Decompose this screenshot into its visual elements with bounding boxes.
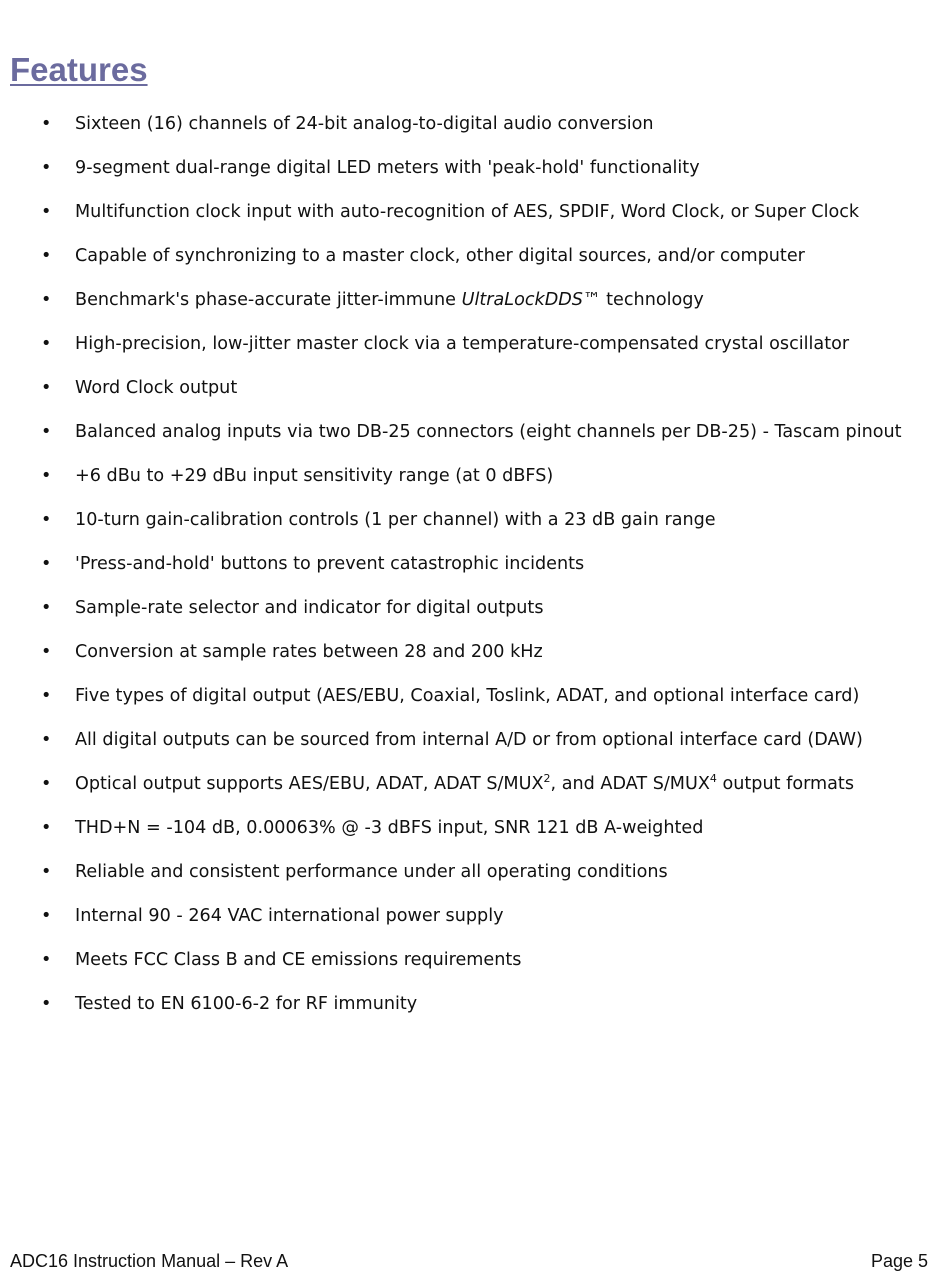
- feature-text: Sixteen (16) channels of 24-bit analog-to-digital audio conversion: [75, 114, 654, 134]
- bullet-icon: •: [41, 554, 52, 574]
- list-item: [0, 817, 950, 840]
- feature-text-part: ™ technology: [582, 290, 704, 310]
- features-list: [0, 113, 950, 1037]
- feature-text-part: Optical output supports AES/EBU, ADAT, ADAT S/MUX: [75, 774, 544, 794]
- feature-text: Multifunction clock input with auto-recognition of AES, SPDIF, Word Clock, or Super Clock: [75, 202, 860, 222]
- feature-text: Capable of synchronizing to a master clock, other digital sources, and/or computer: [75, 246, 805, 266]
- list-item: [0, 421, 950, 444]
- list-item: [0, 289, 950, 312]
- feature-text: 9-segment dual-range digital LED meters with 'peak-hold' functionality: [75, 158, 700, 178]
- bullet-icon: •: [41, 774, 52, 794]
- feature-text: Internal 90 - 264 VAC international power supply: [75, 906, 504, 926]
- bullet-icon: •: [41, 114, 52, 134]
- feature-text: All digital outputs can be sourced from internal A/D or from optional interface card (DAW): [75, 730, 863, 750]
- bullet-icon: •: [41, 246, 52, 266]
- bullet-icon: •: [41, 378, 52, 398]
- feature-text: Conversion at sample rates between 28 and 200 kHz: [75, 642, 543, 662]
- feature-text: High-precision, low-jitter master clock via a temperature-compensated crystal oscillator: [75, 334, 850, 354]
- feature-text: [75, 290, 704, 310]
- footer-manual-title: ADC16 Instruction Manual – Rev A: [10, 1251, 289, 1271]
- feature-text: 10-turn gain-calibration controls (1 per channel) with a 23 dB gain range: [75, 510, 716, 530]
- bullet-icon: •: [41, 686, 52, 706]
- footer-page-number: Page 5: [870, 1251, 928, 1271]
- feature-text: +6 dBu to +29 dBu input sensitivity range (at 0 dBFS): [75, 466, 554, 486]
- list-item: [0, 333, 950, 356]
- feature-text: THD+N = -104 dB, 0.00063% @ -3 dBFS input, SNR 121 dB A-weighted: [75, 818, 704, 838]
- bullet-icon: •: [41, 598, 52, 618]
- bullet-icon: •: [41, 818, 52, 838]
- bullet-icon: •: [41, 334, 52, 354]
- list-item: [0, 597, 950, 620]
- bullet-icon: •: [41, 158, 52, 178]
- list-item: [0, 773, 950, 796]
- feature-text-part: , and ADAT S/MUX: [550, 774, 710, 794]
- feature-text-part: output formats: [716, 774, 854, 794]
- feature-text: Tested to EN 6100-6-2 for RF immunity: [75, 994, 418, 1014]
- product-name-emphasis: UltraLockDDS: [461, 290, 583, 310]
- list-item: [0, 509, 950, 532]
- bullet-icon: •: [41, 422, 52, 442]
- superscript: 4: [709, 772, 717, 786]
- list-item: [0, 245, 950, 268]
- bullet-icon: •: [41, 642, 52, 662]
- feature-text: Word Clock output: [75, 378, 238, 398]
- feature-text: Balanced analog inputs via two DB-25 connectors (eight channels per DB-25) - Tascam pinout: [75, 422, 902, 442]
- list-item: [0, 113, 950, 136]
- bullet-icon: •: [41, 730, 52, 750]
- list-item: [0, 465, 950, 488]
- bullet-icon: •: [41, 510, 52, 530]
- list-item: [0, 377, 950, 400]
- bullet-icon: •: [41, 202, 52, 222]
- feature-text: Reliable and consistent performance under all operating conditions: [75, 862, 668, 882]
- page-title: Features: [10, 51, 148, 88]
- feature-text: 'Press-and-hold' buttons to prevent catastrophic incidents: [75, 554, 585, 574]
- list-item: [0, 861, 950, 884]
- list-item: [0, 905, 950, 928]
- feature-text: Sample-rate selector and indicator for digital outputs: [75, 598, 544, 618]
- list-item: [0, 553, 950, 576]
- superscript: 2: [543, 772, 551, 786]
- feature-text: [75, 774, 854, 794]
- feature-text: Meets FCC Class B and CE emissions requirements: [75, 950, 522, 970]
- bullet-icon: •: [41, 290, 52, 310]
- feature-text-part: Benchmark's phase-accurate jitter-immune: [75, 290, 462, 310]
- feature-text: Five types of digital output (AES/EBU, Coaxial, Toslink, ADAT, and optional interface card): [75, 686, 860, 706]
- list-item: [0, 729, 950, 752]
- list-item: [0, 949, 950, 972]
- bullet-icon: •: [41, 862, 52, 882]
- list-item: [0, 641, 950, 664]
- bullet-icon: •: [41, 466, 52, 486]
- list-item: [0, 157, 950, 180]
- list-item: [0, 201, 950, 224]
- bullet-icon: •: [41, 950, 52, 970]
- bullet-icon: •: [41, 994, 52, 1014]
- list-item: [0, 685, 950, 708]
- bullet-icon: •: [41, 906, 52, 926]
- list-item: [0, 993, 950, 1016]
